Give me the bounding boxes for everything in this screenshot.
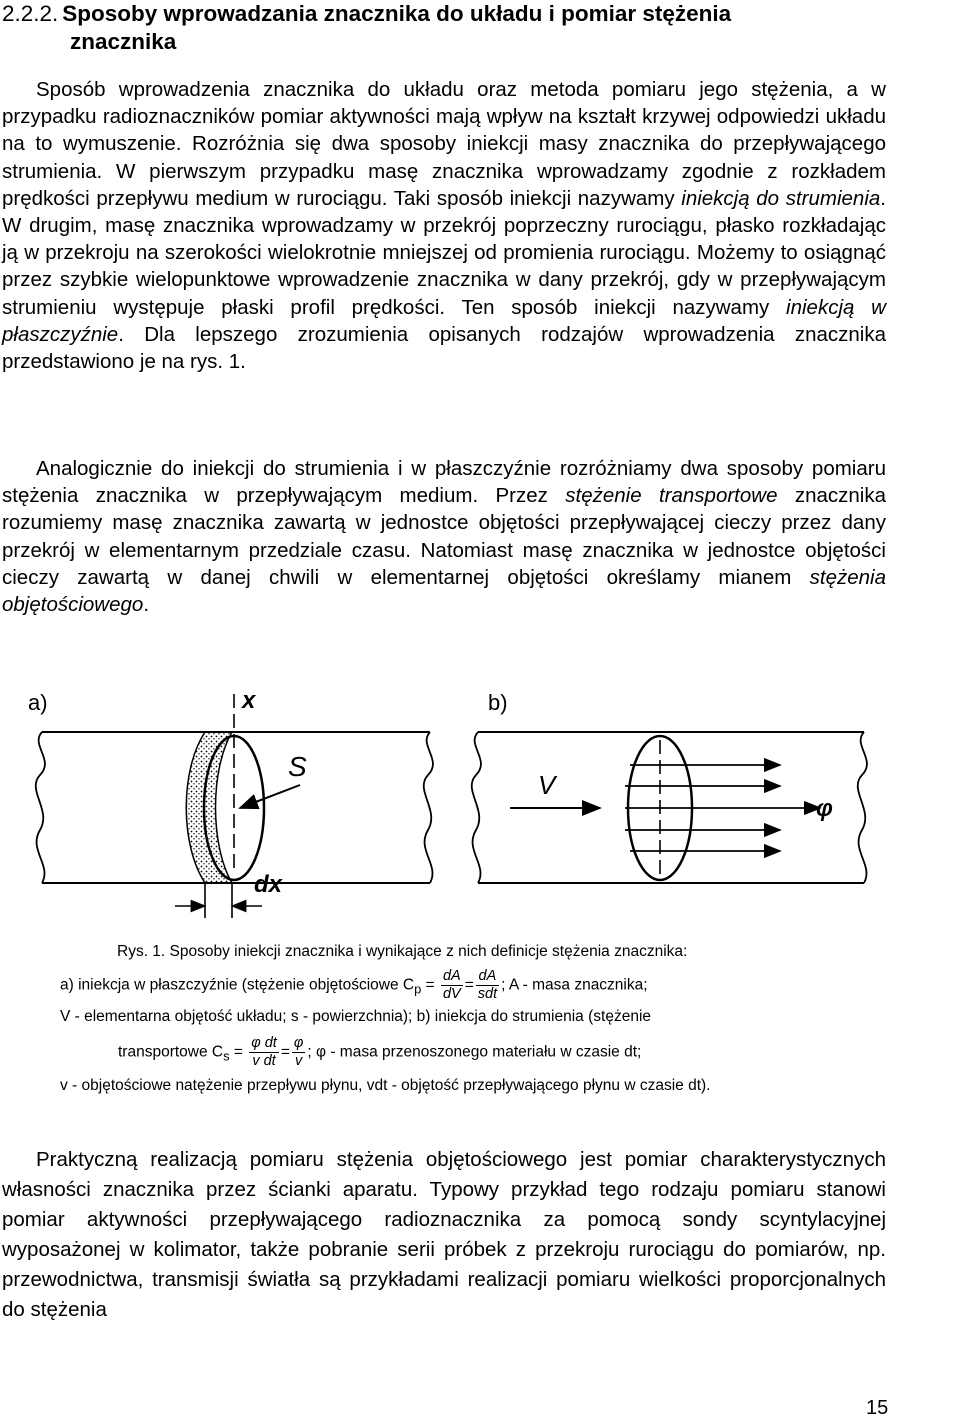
caption-line-v: V - elementarna objętość układu; s - powierzchnia); b) iniekcja do strumienia (stężenie [60, 1008, 652, 1025]
paragraph-concentration-measurement [2, 455, 886, 618]
section-heading [2, 0, 942, 56]
term-injection-into-stream: iniekcją do strumienia [681, 186, 881, 210]
fraction-phi-v [292, 1035, 305, 1070]
surface-arrow [240, 785, 300, 808]
frac2-numerator: dA [476, 968, 499, 986]
paragraph-injection-methods [2, 76, 886, 375]
caption-sub-s: s [223, 1048, 230, 1064]
figure-label-a: a) [28, 690, 48, 715]
dx-label: dx [254, 871, 283, 898]
frac1-numerator: dA [442, 968, 461, 984]
fraction-dA-sdt [476, 968, 499, 1003]
caption-line-b: transportowe $C_s$ = $\frac{\text{φ dt}}{\text{v dt}}$ = $\frac{\varphi}{v}$ ; φ - masa przenoszonego materiału w czasie dt; [118, 1035, 642, 1069]
caption-sub-p: p [414, 981, 422, 997]
paragraph1-text-c: . Dla lepszego zrozumienia opisanych rodzajów wprowadzenia znacznika przedstawiono je na rys. 1. [2, 322, 886, 374]
fraction-phidt-vdt [249, 1035, 279, 1070]
caption-line-flow: v - objętościowe natężenie przepływu płynu, vdt - objętość przepływającego płynu w czasie dt). [60, 1077, 711, 1094]
paragraph2-text-b: znacznika rozumiemy masę znacznika zawartą w jednostce objętości przepływającej cieczy przez dany przekrój w elementarnym przedziale czasu. Natomiast masę znacznika w jednostce objętości cieczy zawartą w danej chwili w elementarnej objętości określamy mianem [2, 484, 886, 589]
caption-title: Rys. 1. Sposoby iniekcji znacznika i wynikające z nich definicje stężenia znacznika: [117, 943, 688, 960]
frac4-numerator: φ [293, 1035, 304, 1051]
paragraph2-text-c: . [143, 593, 150, 617]
figure-label-b: b) [488, 690, 508, 715]
section-title-line2: znacznika [70, 29, 177, 54]
caption-text-a: a) iniekcja w płaszczyźnie (stężenie objętościowe C [60, 976, 415, 994]
frac2-denominator: sdt [477, 986, 498, 1002]
caption-text-b-post: ; φ - masa przenoszonego materiału w czasie dt; [307, 1043, 642, 1061]
frac3-denominator: v dt [252, 1053, 276, 1069]
caption-text-b: transportowe C [118, 1043, 224, 1061]
section-number: 2.2.2. [2, 1, 59, 26]
frac1-denominator: dV [442, 986, 461, 1002]
figure-injection-diagram [0, 670, 960, 935]
caption-line-a: a) iniekcja w płaszczyźnie (stężenie objętościowe $C_p$ = $\frac{dA}{dV}$ = $\frac{dA}{\text{sdt}}$ ; A - masa znacznika; [60, 968, 648, 1002]
frac4-denominator: v [295, 1053, 303, 1069]
dx-marker [175, 883, 262, 918]
flow-arrows [625, 765, 820, 851]
paragraph2-text-a: Analogicznie do iniekcji do strumienia i w płaszczyźnie rozróżniamy dwa sposoby pomiaru stężenia znacznika w przepływającym medium. Przez [2, 457, 886, 508]
paragraph1-text-b: . W drugim, masę znacznika wprowadzamy w przekrój poprzeczny rurociągu, płasko rozkładając ją w przekroju na szerokości wielokrotnie mniejszej od promienia rurociągu. Możemy to osiągnąć przez szybkie wielopunktowe wprowadzenie znacznika w dany przekrój, gdy w przepływającym strumieniu występuje płaski profil prędkości. Ten sposób iniekcji nazywamy [2, 186, 886, 319]
paragraph-practical-realization: Praktyczną realizacją pomiaru stężenia objętościowego jest pomiar charakterystycznych własności znacznika przez ścianki aparatu. Typowy przykład tego rodzaju pomiaru stanowi pomiar aktywności przepływającego radioznacznika za pomocą sondy scyntylacyjnej wyposażonej w kolimator, także pobranie serii próbek z przekroju rurociągu do pomiarów, np. przewodnictwa, transmisji światła są przykładami realizacji pomiaru wielkości proporcjonalnych do stężenia [2, 1148, 886, 1321]
term-injection-in-plane: iniekcją w płaszczyźnie [2, 295, 886, 346]
figure-caption [60, 942, 880, 1096]
caption-text-a-post: ; A - masa znacznika; [501, 976, 648, 994]
figure-drawing [0, 670, 960, 935]
term-volumetric-concentration: stężenia objętościowego [2, 565, 886, 617]
x-axis-label: x [242, 687, 256, 714]
velocity-label: V [538, 770, 556, 800]
term-transport-concentration: stężenie transportowe [565, 484, 778, 508]
caption-equals: = [421, 976, 439, 994]
surface-label: S [288, 751, 307, 782]
phi-label: φ [816, 795, 833, 822]
page-number: 15 [866, 1397, 889, 1419]
paragraph1-text-a: Sposób wprowadzenia znacznika do układu oraz metoda pomiaru jego stężenia, a w przypadku radioznaczników pomiar aktywności mają wpływ na kształt krzywej odpowiedzi układu na to wymuszenie. Rozróżnia się dwa sposoby iniekcji masy znacznika do przepływającego strumienia. W pierwszym przypadku masę znacznika wprowadzamy zgodnie z rozkładem prędkości przepływu medium w rurociągu. Taki sposób iniekcji nazywamy [2, 78, 886, 210]
section-title-line1: Sposoby wprowadzania znacznika do układu i pomiar stężenia [62, 1, 732, 26]
fraction-dA-dV [441, 968, 463, 1003]
frac3-numerator: φ dt [251, 1035, 277, 1051]
tracer-band [186, 732, 232, 883]
